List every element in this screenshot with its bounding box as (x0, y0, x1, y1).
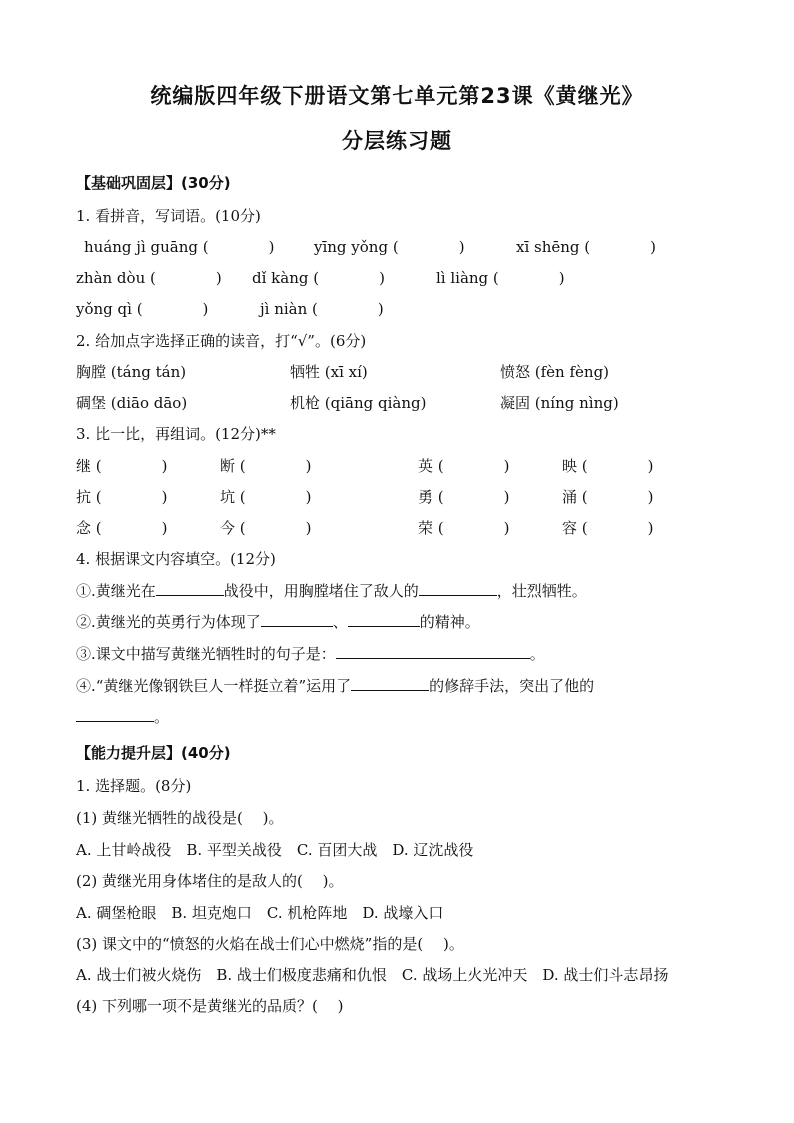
compare-item: 映 ( ) (562, 457, 654, 475)
pinyin-item: zhàn dòu ( ) (76, 269, 222, 287)
q1-row1 (76, 235, 736, 259)
answer-blank[interactable] (351, 673, 429, 691)
pinyin-item: yīng yǒng ( ) (314, 238, 465, 256)
q4-text: ④.“黄继光像钢铁巨人一样挺立着”运用了 (76, 677, 352, 695)
q4-text: 的修辞手法，突出了他的 (429, 677, 595, 695)
pinyin-item: yǒng qì ( ) (76, 300, 209, 318)
compare-item: 坑 ( ) (220, 488, 312, 506)
q4-sentence-4-cont (76, 704, 736, 728)
compare-item: 抗 ( ) (76, 488, 168, 506)
q4-prompt: 4. 根据课文内容填空。(12分) (76, 550, 276, 568)
compare-item: 念 ( ) (76, 519, 168, 537)
q4-text: 的精神。 (419, 613, 480, 631)
q4-text: ，壮烈牺牲。 (496, 582, 587, 600)
q4-sentence-2 (76, 609, 736, 633)
mc-options-3: A. 战士们被火烧伤 B. 战士们极度悲痛和仇恨 C. 战场上火光冲天 D. 战士们斗志昂扬 (76, 966, 669, 984)
reading-item: 碉堡 (diāo dāo) (76, 394, 188, 412)
q4-sentence-1 (76, 578, 736, 602)
q4-text: 、 (332, 613, 348, 631)
q1-prompt: 1. 看拼音，写词语。(10分) (76, 207, 261, 225)
mc-question-2: (2) 黄继光用身体堵住的是敌人的( )。 (76, 872, 344, 890)
mc-options-1: A. 上甘岭战役 B. 平型关战役 C. 百团大战 D. 辽沈战役 (76, 841, 474, 859)
answer-blank[interactable] (261, 609, 333, 627)
compare-item: 勇 ( ) (418, 488, 510, 506)
q4-text: 。 (529, 645, 545, 663)
q1-row3 (76, 297, 736, 321)
q3-row1 (76, 454, 736, 478)
compare-item: 英 ( ) (418, 457, 510, 475)
pinyin-item: xī shēng ( ) (516, 238, 656, 256)
q3-prompt: 3. 比一比，再组词。(12分)** (76, 425, 276, 443)
q3-row2 (76, 485, 736, 509)
s2-q1-prompt: 1. 选择题。(8分) (76, 777, 192, 795)
answer-blank[interactable] (348, 609, 420, 627)
answer-blank[interactable] (156, 578, 224, 596)
compare-item: 继 ( ) (76, 457, 168, 475)
section-heading-ability: 【能力提升层】(40分) (76, 744, 231, 762)
answer-blank[interactable] (336, 641, 530, 659)
q4-text: ③.课文中描写黄继光牺牲时的句子是： (76, 645, 336, 663)
pinyin-item: lì liàng ( ) (436, 269, 565, 287)
q3-row3 (76, 516, 736, 540)
compare-item: 断 ( ) (220, 457, 312, 475)
page-subtitle: 分层练习题 (342, 129, 452, 153)
reading-item: 愤怒 (fèn fèng) (500, 363, 610, 381)
reading-item: 机枪 (qiāng qiàng) (290, 394, 427, 412)
pinyin-item: huáng jì guāng ( ) (84, 238, 275, 256)
q2-row1 (76, 360, 736, 384)
reading-item: 凝固 (níng nìng) (500, 394, 619, 412)
q2-prompt: 2. 给加点字选择正确的读音，打“√”。(6分) (76, 332, 367, 350)
q4-sentence-3 (76, 641, 736, 665)
q2-row2 (76, 391, 736, 415)
reading-item: 牺牲 (xī xí) (290, 363, 368, 381)
mc-question-4: (4) 下列哪一项不是黄继光的品质？( ) (76, 997, 344, 1015)
answer-blank[interactable] (76, 704, 154, 722)
section-heading-basic: 【基础巩固层】(30分) (76, 174, 231, 192)
pinyin-item: dǐ kàng ( ) (252, 269, 385, 287)
mc-options-2: A. 碉堡枪眼 B. 坦克炮口 C. 机枪阵地 D. 战壕入口 (76, 904, 444, 922)
compare-item: 今 ( ) (220, 519, 312, 537)
compare-item: 荣 ( ) (418, 519, 510, 537)
q1-row2 (76, 266, 736, 290)
q4-text: ①.黄继光在 (76, 582, 156, 600)
mc-question-1: (1) 黄继光牺牲的战役是( )。 (76, 809, 284, 827)
pinyin-item: jì niàn ( ) (260, 300, 384, 318)
q4-text: 。 (154, 708, 170, 726)
q4-sentence-4 (76, 673, 736, 697)
compare-item: 涌 ( ) (562, 488, 654, 506)
q4-text: 战役中，用胸膛堵住了敌人的 (223, 582, 419, 600)
compare-item: 容 ( ) (562, 519, 654, 537)
page-title: 统编版四年级下册语文第七单元第23课《黄继光》 (150, 84, 644, 108)
q4-text: ②.黄继光的英勇行为体现了 (76, 613, 261, 631)
answer-blank[interactable] (419, 578, 497, 596)
mc-question-3: (3) 课文中的“愤怒的火焰在战士们心中燃烧”指的是( )。 (76, 935, 464, 953)
reading-item: 胸膛 (táng tán) (76, 363, 187, 381)
